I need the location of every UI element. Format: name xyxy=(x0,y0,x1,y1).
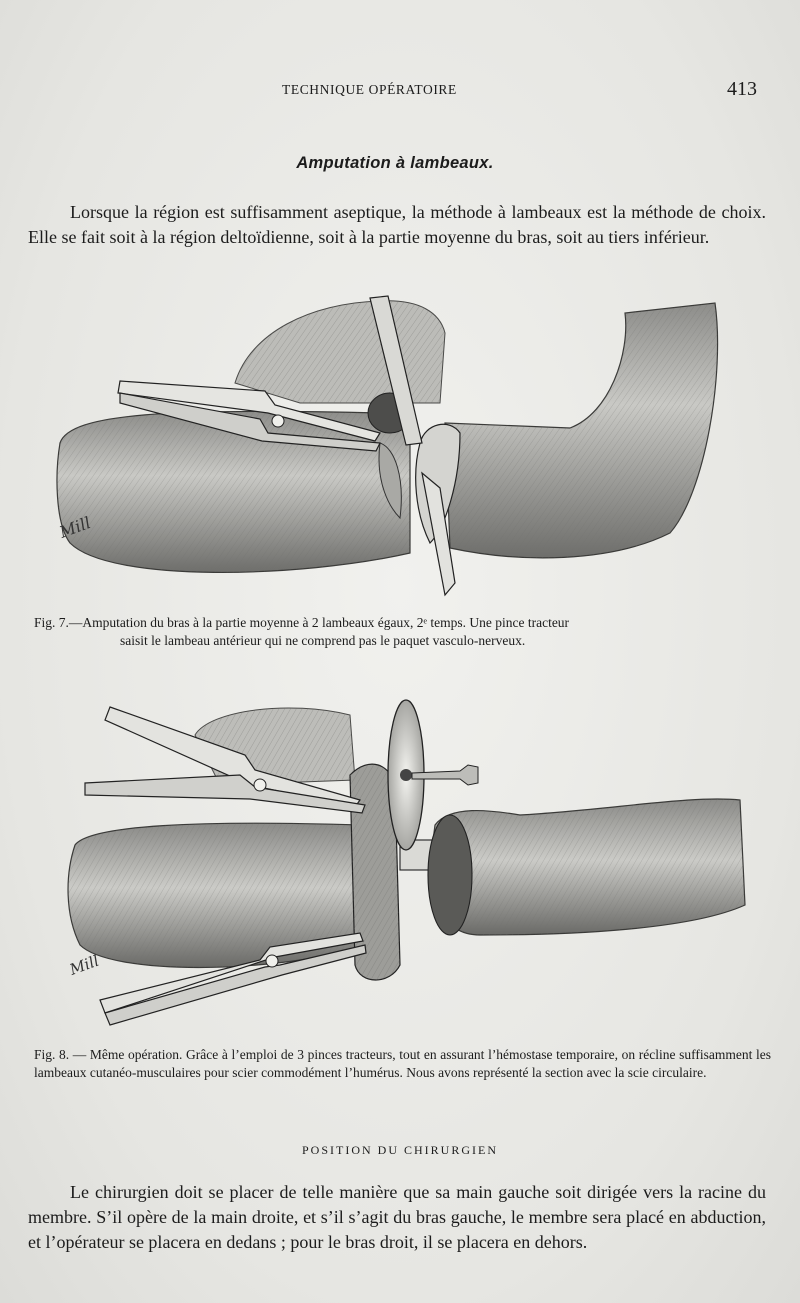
svg-text:Mill: Mill xyxy=(56,513,94,542)
paragraph-intro xyxy=(28,200,766,250)
figure-8-caption-text: — Même opération. Grâce à l’emploi de 3 pinces tracteurs, tout en assurant l’hémostase temporaire, on récline suffisamment les lambeaux cutanéo-musculaires pour scier commodément l’humérus. Nous avons représenté la section avec la scie circulaire. xyxy=(34,1047,771,1080)
figure-7-caption xyxy=(34,614,769,649)
paragraph-surgeon-position-text: Le chirurgien doit se placer de telle manière que sa main gauche soit dirigée vers la racine du membre. S’il opère de la main droite, et s’il s’agit du bras gauche, le membre sera placé en abduction, et l’opérateur se placera en dedans ; pour le bras droit, il se placera en dehors. xyxy=(28,1182,766,1252)
figure-7-illustration xyxy=(50,293,760,598)
section-title: Amputation à lambeaux. xyxy=(296,154,494,172)
figure-7-drawing xyxy=(50,293,760,598)
svg-text:Mill: Mill xyxy=(67,951,102,979)
running-head: TECHNIQUE OPÉRATOIRE xyxy=(282,82,457,97)
subheading-position: POSITION DU CHIRURGIEN xyxy=(302,1143,498,1157)
page-number: 413 xyxy=(727,78,757,100)
figure-7-caption-line2: saisit le lambeau antérieur qui ne comprend pas le paquet vasculo-nerveux. xyxy=(120,632,526,648)
figure-8-drawing xyxy=(50,695,760,1040)
figure-7-label: Fig. 7. xyxy=(34,615,69,630)
figure-8-illustration xyxy=(50,695,760,1040)
figure-7-caption-line1: —Amputation du bras à la partie moyenne à 2 lambeaux égaux, 2ᵉ temps. Une pince tracteur xyxy=(68,615,570,630)
figure-8-label: Fig. 8. xyxy=(34,1047,70,1062)
paragraph-intro-text: Lorsque la région est suffisamment aseptique, la méthode à lambeaux est la méthode de choix. Elle se fait soit à la région deltoïdienne, soit à la partie moyenne du bras, soit au tiers inférieur. xyxy=(28,202,766,247)
page-header xyxy=(0,78,800,102)
paragraph-surgeon-position xyxy=(28,1180,766,1255)
figure-8-caption xyxy=(34,1046,771,1081)
